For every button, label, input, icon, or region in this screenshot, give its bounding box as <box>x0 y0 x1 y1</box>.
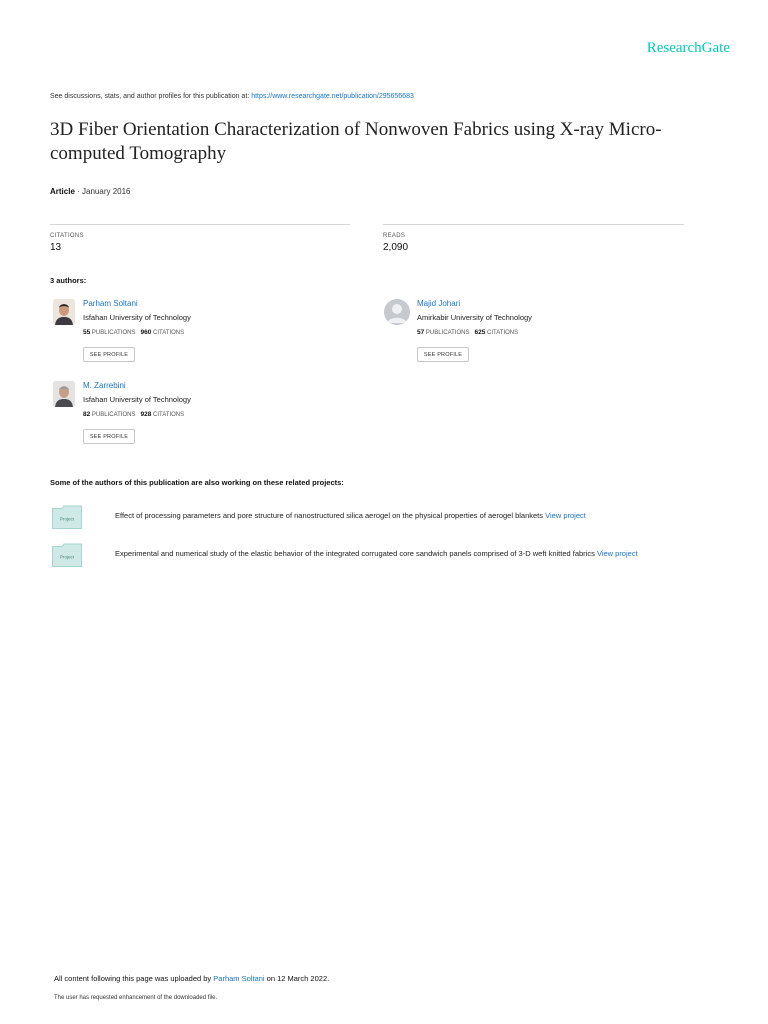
see-profile-button[interactable]: SEE PROFILE <box>83 347 135 362</box>
author-photo-icon-graphic <box>53 381 75 407</box>
view-project-link[interactable]: View project <box>545 511 586 520</box>
see-profile-button[interactable]: SEE PROFILE <box>83 429 135 444</box>
see-profile-button[interactable]: SEE PROFILE <box>417 347 469 362</box>
project-folder-icon[interactable] <box>52 543 82 567</box>
publication-type: Article <box>50 187 75 196</box>
author-stats <box>83 411 184 418</box>
upload-prefix: All content following this page was uploaded by <box>54 974 212 983</box>
author-name-link[interactable]: Parham Soltani <box>83 299 138 308</box>
project-folder-icon-graphic <box>52 543 82 567</box>
svg-text:Project: Project <box>59 554 75 560</box>
author-citations-count: 625 <box>474 329 486 336</box>
author-publications-label: PUBLICATIONS <box>425 330 470 336</box>
publication-url-link[interactable]: https://www.researchgate.net/publication/295656683 <box>251 93 414 100</box>
project-folder-icon[interactable] <box>52 505 82 529</box>
publication-title: 3D Fiber Orientation Characterization of Nonwoven Fabrics using X-ray Micro-computed Tomography <box>50 119 662 164</box>
author-stats <box>83 329 184 336</box>
author-photo-icon[interactable] <box>53 381 75 407</box>
discussion-prefix: See discussions, stats, and author profiles for this publication at: <box>50 93 250 100</box>
publication-date: · January 2016 <box>77 187 131 196</box>
discussion-line <box>50 93 414 100</box>
author-publications-count: 55 <box>83 329 91 336</box>
author-photo-icon[interactable] <box>53 299 75 325</box>
author-institution[interactable]: Isfahan University of Technology <box>83 313 191 322</box>
citations-label: CITATIONS <box>50 233 84 239</box>
authors-heading: 3 authors: <box>50 276 87 285</box>
author-citations-label: CITATIONS <box>153 412 185 418</box>
svg-text:Project: Project <box>59 516 75 522</box>
reads-label: READS <box>383 233 406 239</box>
upload-notice <box>54 974 329 983</box>
author-name-link[interactable]: M. Zarrebini <box>83 381 126 390</box>
enhancement-note: The user has requested enhancement of the downloaded file. <box>54 995 218 1001</box>
author-publications-label: PUBLICATIONS <box>91 330 136 336</box>
researchgate-logo[interactable]: ResearchGate <box>646 40 730 56</box>
author-citations-label: CITATIONS <box>487 330 519 336</box>
author-stats <box>417 329 518 336</box>
author-photo-icon-graphic <box>53 299 75 325</box>
project-folder-icon-graphic <box>52 505 82 529</box>
related-project-item <box>115 549 638 558</box>
default-avatar-icon[interactable] <box>384 299 410 325</box>
author-citations-count: 928 <box>140 411 152 418</box>
project-title: Experimental and numerical study of the elastic behavior of the integrated corrugated core sandwich panels comprised of 3-D weft knitted fabrics <box>115 549 595 558</box>
uploader-link[interactable]: Parham Soltani <box>213 974 265 983</box>
author-name-link[interactable]: Majid Johari <box>417 299 461 308</box>
publication-meta <box>50 187 131 196</box>
author-institution[interactable]: Amirkabir University of Technology <box>417 313 532 322</box>
upload-suffix: on 12 March 2022. <box>266 974 330 983</box>
author-publications-count: 82 <box>83 411 91 418</box>
author-publications-count: 57 <box>417 329 425 336</box>
reads-value: 2,090 <box>383 242 409 253</box>
related-projects-heading: Some of the authors of this publication are also working on these related projects: <box>50 478 344 487</box>
related-project-item <box>115 511 586 520</box>
author-citations-label: CITATIONS <box>153 330 185 336</box>
citations-divider <box>50 224 350 225</box>
citations-value: 13 <box>50 242 62 253</box>
view-project-link[interactable]: View project <box>596 549 638 558</box>
reads-divider <box>383 224 684 225</box>
author-institution[interactable]: Isfahan University of Technology <box>83 395 191 404</box>
author-publications-label: PUBLICATIONS <box>91 412 136 418</box>
project-title: Effect of processing parameters and pore structure of nanostructured silica aerogel on the physical properties of aerogel blankets <box>115 511 544 520</box>
author-citations-count: 960 <box>140 329 152 336</box>
default-avatar-icon-graphic <box>384 299 410 325</box>
